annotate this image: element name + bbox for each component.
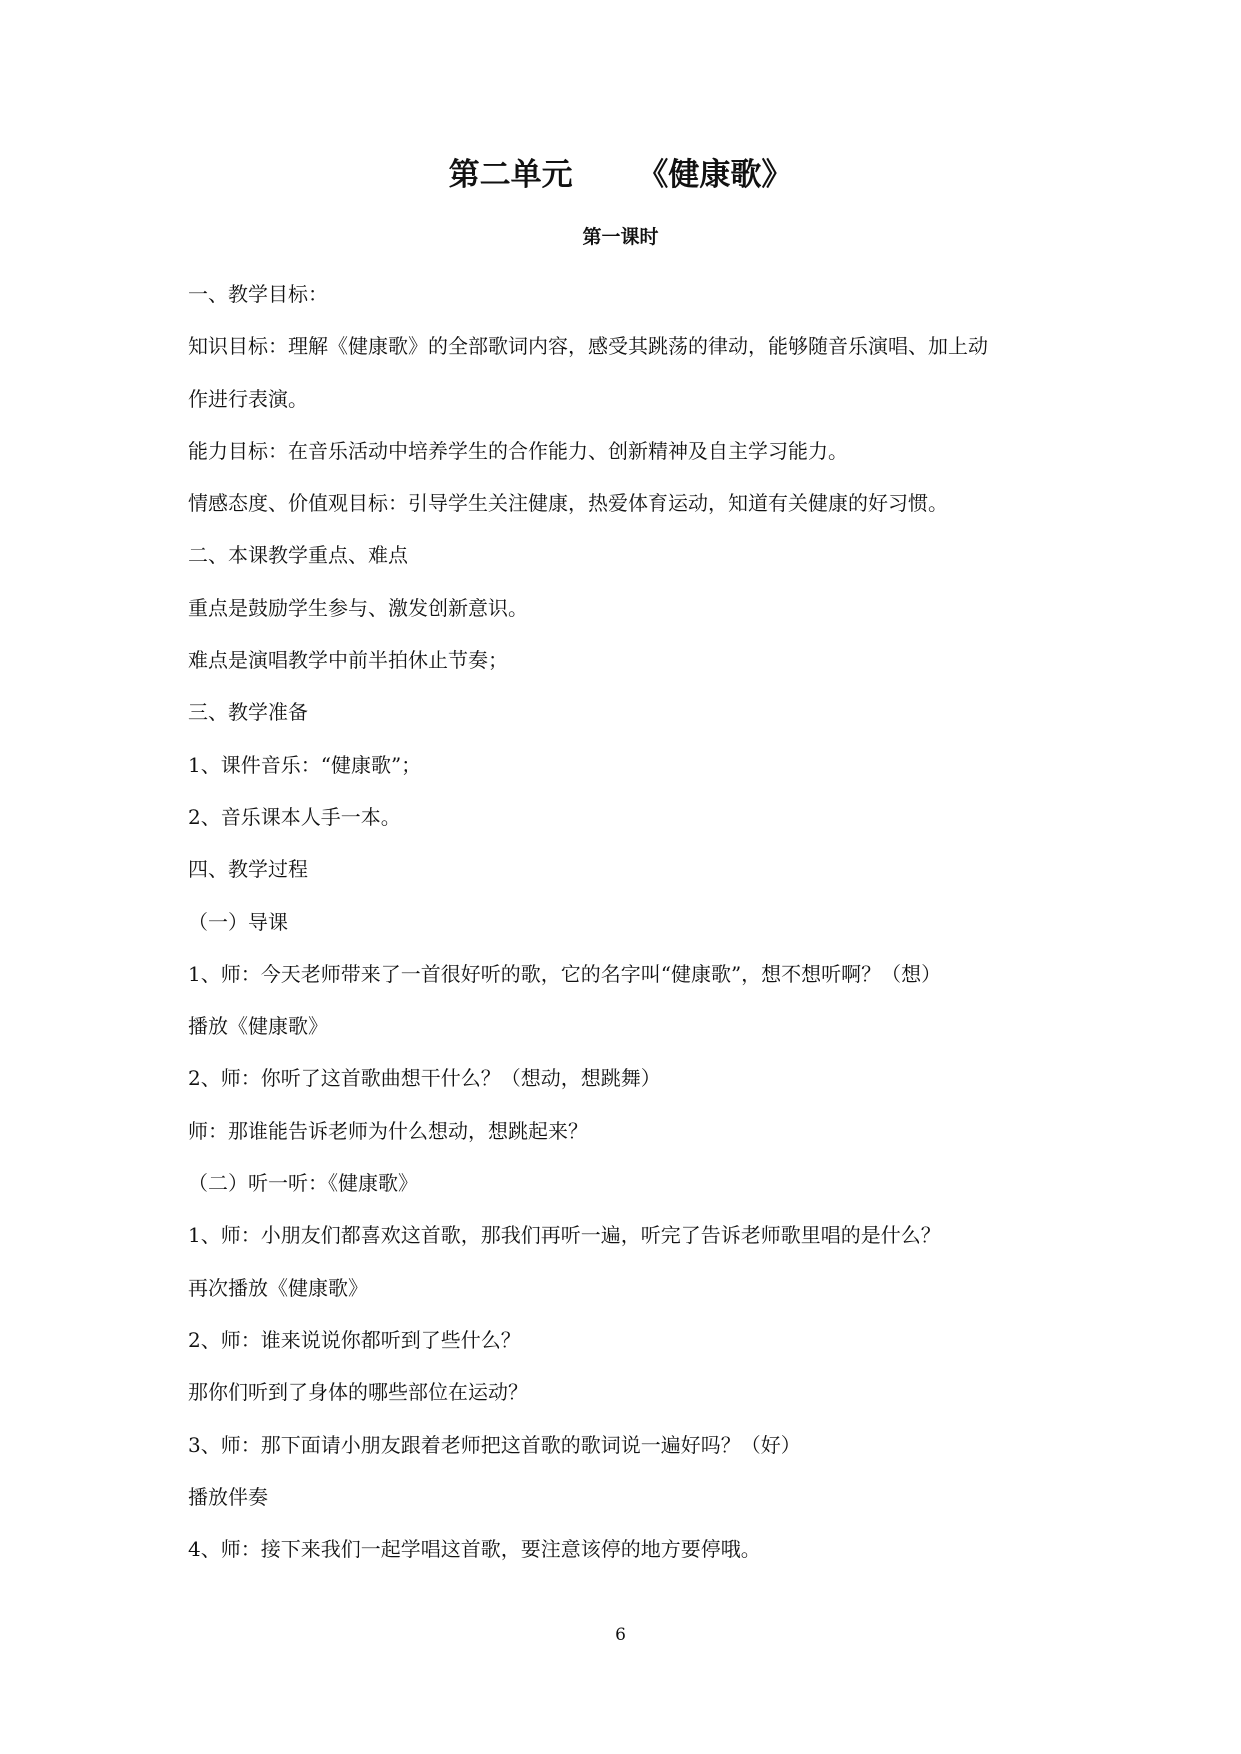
- subsection-heading: （二）听一听：《健康歌》: [188, 1171, 418, 1196]
- paragraph-line: 难点是演唱教学中前半拍休止节奏；: [188, 648, 508, 673]
- paragraph-line: 能力目标：在音乐活动中培养学生的合作能力、创新精神及自主学习能力。: [188, 438, 848, 463]
- paragraph-line: 3、师：那下面请小朋友跟着老师把这首歌的歌词说一遍好吗？（好）: [188, 1432, 801, 1457]
- section-heading-objectives: 一、教学目标：: [188, 282, 328, 306]
- paragraph-line: 1、师：小朋友们都喜欢这首歌，那我们再听一遍，听完了告诉老师歌里唱的是什么？: [188, 1223, 941, 1248]
- list-item: 2、音乐课本人手一本。: [188, 804, 401, 829]
- page-number: 6: [615, 1625, 626, 1645]
- document-subtitle: 第一课时: [582, 226, 659, 248]
- paragraph-line: 1、师：今天老师带来了一首很好听的歌，它的名字叫“健康歌”，想不想听啊？（想）: [188, 961, 942, 986]
- paragraph-line: 4、师：接下来我们一起学唱这首歌，要注意该停的地方要停哦。: [188, 1537, 761, 1562]
- list-item: 1、课件音乐：“健康歌”；: [188, 752, 422, 777]
- subsection-heading: （一）导课: [188, 909, 288, 934]
- paragraph-line: 作进行表演。: [188, 386, 308, 411]
- paragraph-line: 师：那谁能告诉老师为什么想动，想跳起来？: [188, 1118, 588, 1143]
- paragraph-line: 播放《健康歌》: [188, 1014, 328, 1039]
- paragraph-line: 再次播放《健康歌》: [188, 1275, 368, 1300]
- document-body: [188, 268, 1068, 1575]
- section-heading-process: 四、教学过程: [188, 857, 308, 882]
- paragraph-line: 2、师：你听了这首歌曲想干什么？（想动，想跳舞）: [188, 1066, 661, 1091]
- paragraph-line: 播放伴奏: [188, 1484, 268, 1509]
- paragraph-line: 情感态度、价值观目标：引导学生关注健康，热爱体育运动，知道有关健康的好习惯。: [188, 491, 948, 516]
- document-title: 第二单元 《健康歌》: [448, 157, 793, 193]
- section-heading-key-points: 二、本课教学重点、难点: [188, 543, 408, 568]
- paragraph-line: 那你们听到了身体的哪些部位在运动？: [188, 1380, 528, 1405]
- paragraph-line: 2、师：谁来说说你都听到了些什么？: [188, 1327, 521, 1352]
- paragraph-line: 知识目标：理解《健康歌》的全部歌词内容，感受其跳荡的律动，能够随音乐演唱、加上动: [188, 334, 988, 359]
- paragraph-line: 重点是鼓励学生参与、激发创新意识。: [188, 595, 528, 620]
- section-heading-preparation: 三、教学准备: [188, 700, 308, 725]
